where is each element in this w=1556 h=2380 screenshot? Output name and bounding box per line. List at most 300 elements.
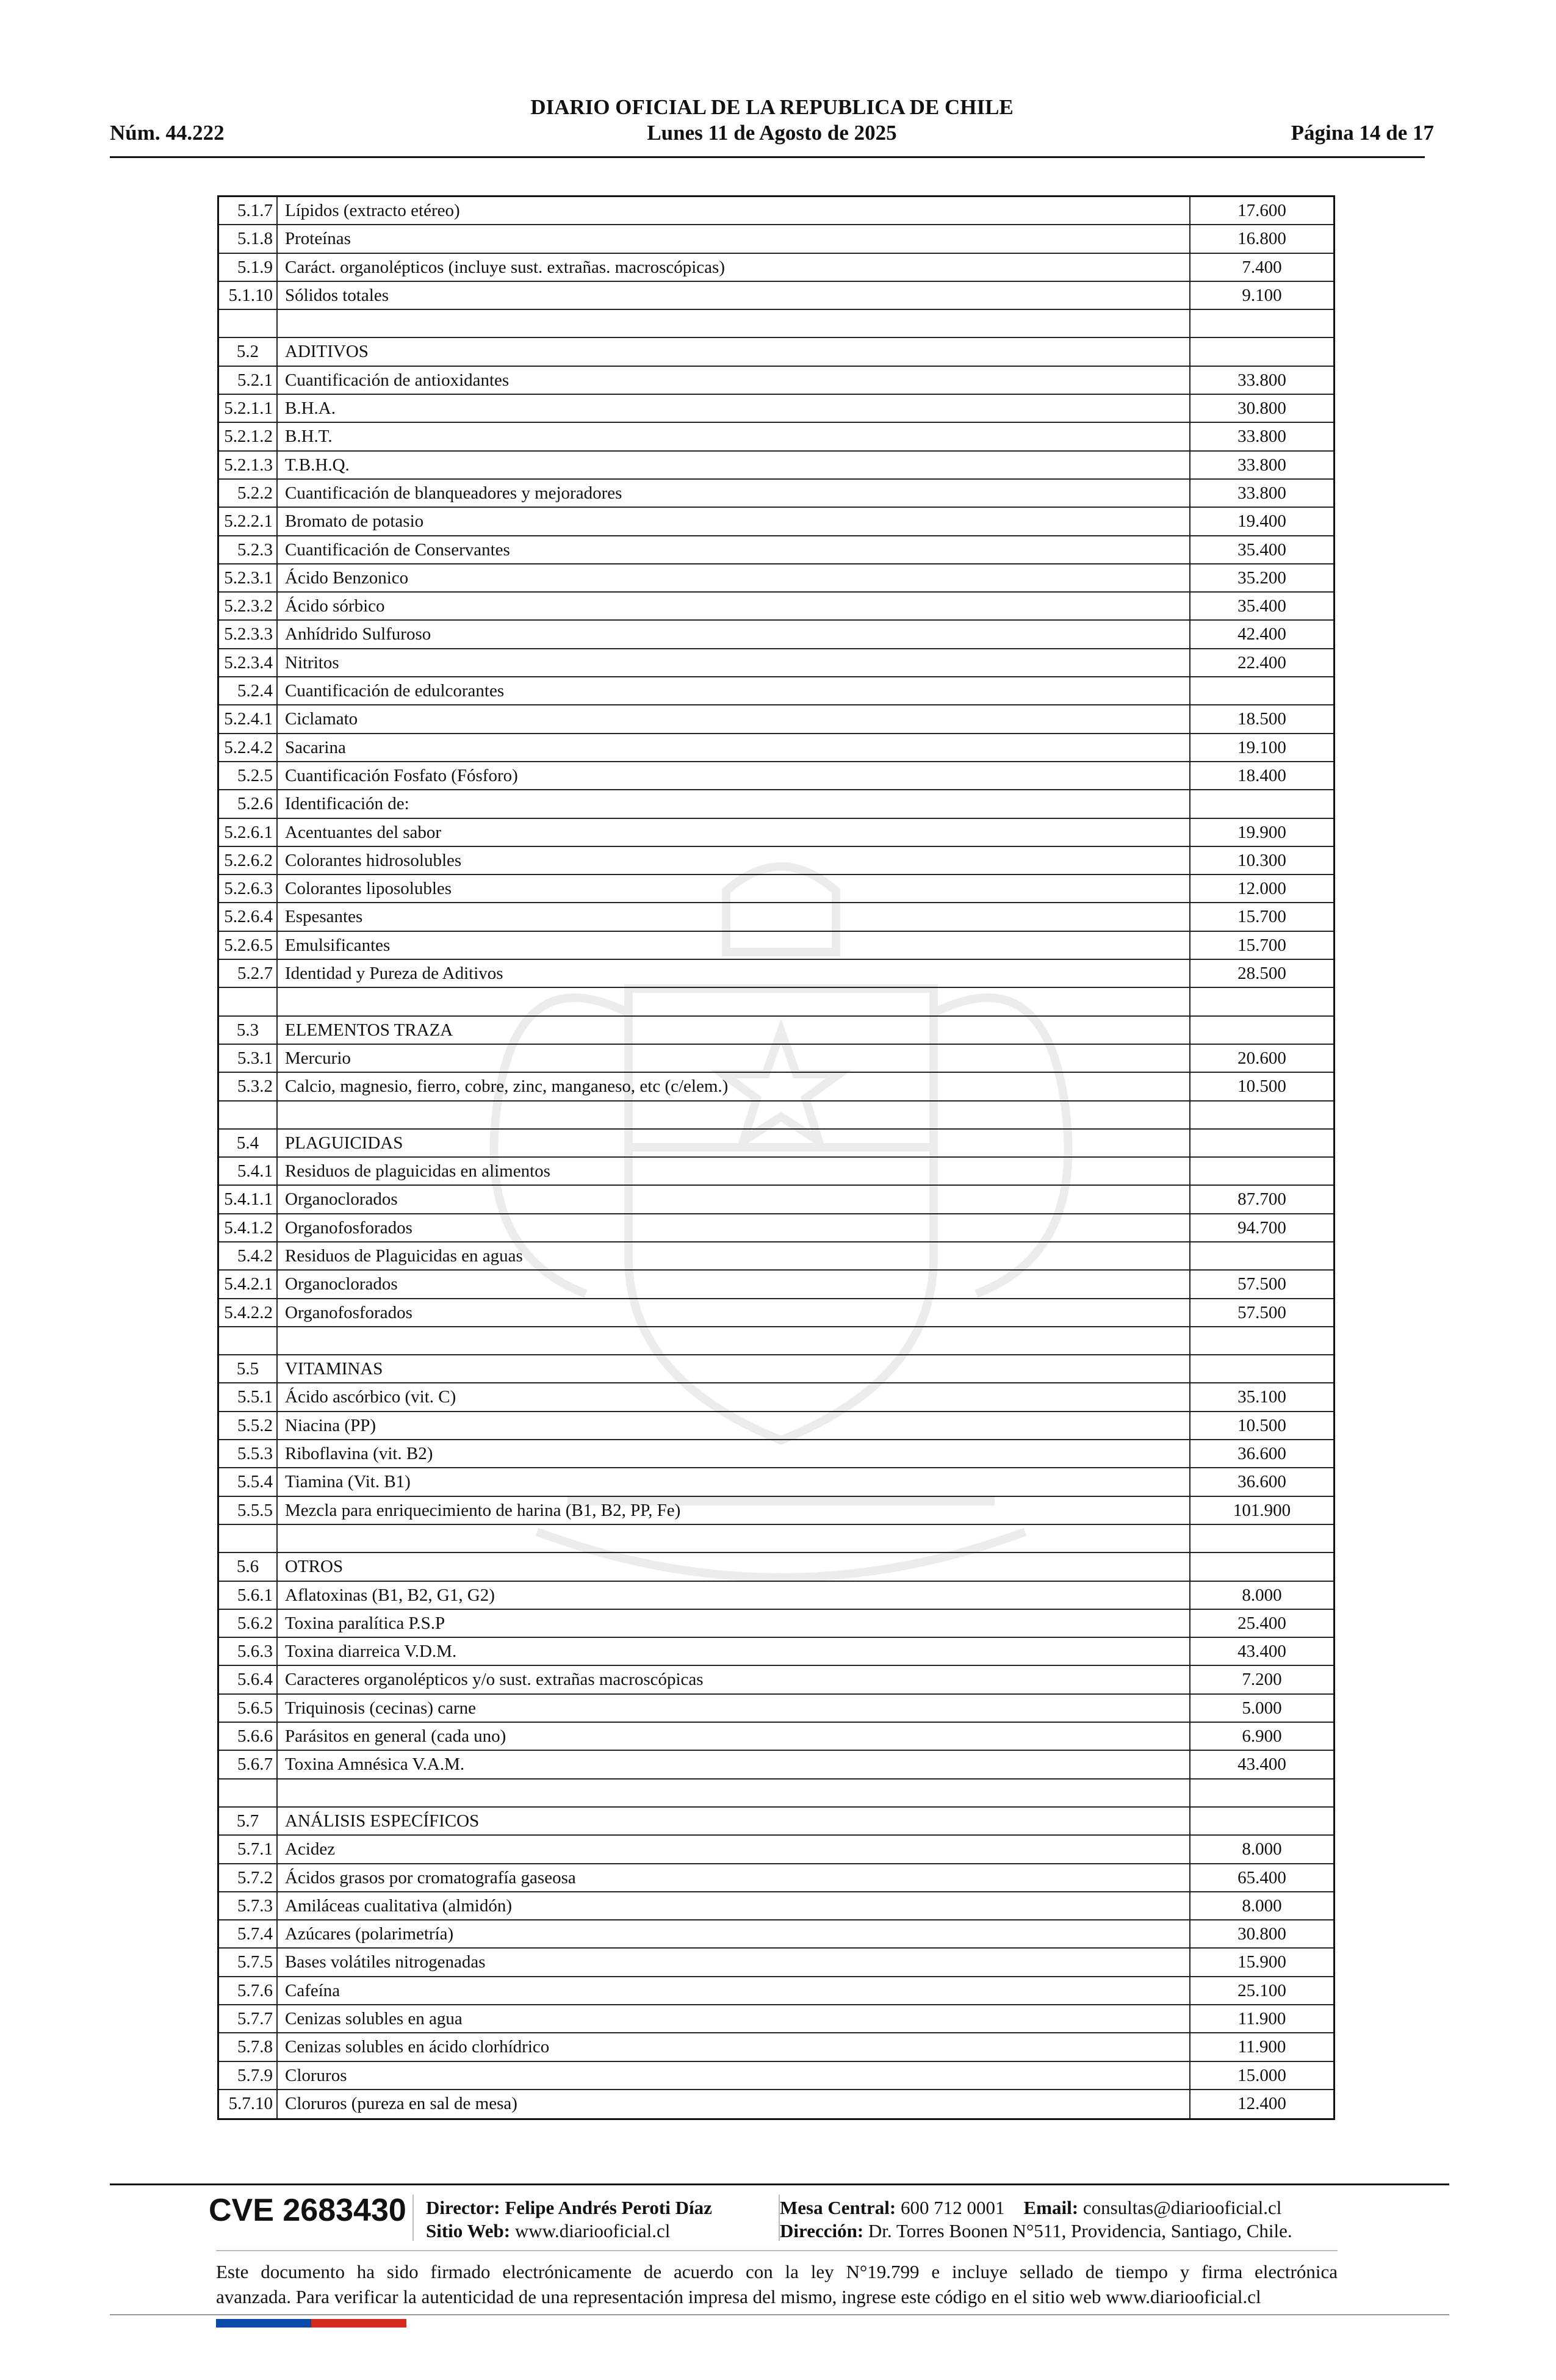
item-description: T.B.H.Q. xyxy=(278,452,1190,478)
item-description: Emulsificantes xyxy=(278,932,1190,959)
item-code: 5.7.5 xyxy=(219,1949,278,1975)
table-row xyxy=(219,593,1333,621)
item-description: Identificación de: xyxy=(278,790,1190,817)
item-description: VITAMINAS xyxy=(278,1355,1190,1382)
section-row xyxy=(219,1017,1333,1045)
item-value xyxy=(1190,1242,1333,1269)
flag-red-segment xyxy=(311,2319,406,2328)
item-description: Mercurio xyxy=(278,1045,1190,1072)
table-row xyxy=(219,282,1333,310)
spacer-row xyxy=(219,1525,1333,1553)
item-description xyxy=(278,1102,1190,1128)
item-code: 5.5.5 xyxy=(219,1497,278,1524)
item-value xyxy=(1190,1102,1333,1128)
item-description: Organofosforados xyxy=(278,1214,1190,1241)
item-code: 5.2.3.1 xyxy=(219,564,278,591)
item-code: 5.2.6 xyxy=(219,790,278,817)
item-description xyxy=(278,1525,1190,1552)
signature-note-line1: Este documento ha sido firmado electrónicamente de acuerdo con la ley N°19.799 e incluye sellado de tiempo y firma electrónica xyxy=(216,2261,1338,2282)
table-row xyxy=(219,705,1333,734)
item-value xyxy=(1190,1130,1333,1156)
table-row xyxy=(219,536,1333,564)
header-divider xyxy=(110,156,1425,158)
table-row xyxy=(219,1977,1333,2005)
item-code: 5.7 xyxy=(219,1808,278,1834)
item-description: Ácido ascórbico (vit. C) xyxy=(278,1383,1190,1410)
item-code: 5.4.1.2 xyxy=(219,1214,278,1241)
item-code: 5.5.4 xyxy=(219,1468,278,1495)
item-value xyxy=(1190,677,1333,704)
item-description: Acidez xyxy=(278,1836,1190,1863)
footer-divider xyxy=(110,2183,1449,2185)
item-value: 94.700 xyxy=(1237,1217,1286,1238)
table-row xyxy=(219,819,1333,847)
table-row xyxy=(219,508,1333,536)
item-description: Toxina paralítica P.S.P xyxy=(278,1610,1190,1637)
item-code: 5.7.10 xyxy=(219,2090,278,2118)
table-row xyxy=(219,423,1333,451)
item-value xyxy=(1190,790,1333,817)
item-value: 15.700 xyxy=(1237,935,1286,955)
table-row xyxy=(219,1186,1333,1214)
spacer-row xyxy=(219,1102,1333,1130)
item-value: 18.400 xyxy=(1237,765,1286,785)
item-code xyxy=(219,1102,278,1128)
item-description: Calcio, magnesio, fierro, cobre, zinc, manganeso, etc (c/elem.) xyxy=(278,1073,1190,1100)
item-code: 5.7.3 xyxy=(219,1892,278,1919)
item-code: 5.2.4 xyxy=(219,677,278,704)
item-description: Caráct. organolépticos (incluye sust. extrañas. macroscópicas) xyxy=(278,254,1190,281)
section-row xyxy=(219,1553,1333,1581)
mesa-label: Mesa Central: xyxy=(780,2197,896,2218)
item-code: 5.5.2 xyxy=(219,1412,278,1439)
table-row xyxy=(219,1299,1333,1327)
item-value: 30.800 xyxy=(1237,398,1286,419)
section-row xyxy=(219,1130,1333,1158)
item-value: 10.500 xyxy=(1237,1415,1286,1435)
item-value: 35.200 xyxy=(1237,568,1286,588)
item-value: 15.000 xyxy=(1237,2065,1286,2085)
table-row xyxy=(219,1242,1333,1271)
item-description: Ácidos grasos por cromatografía gaseosa xyxy=(278,1864,1190,1891)
email-link[interactable]: consultas@diariooficial.cl xyxy=(1082,2197,1282,2218)
address-line xyxy=(780,2220,1292,2242)
item-value: 30.800 xyxy=(1237,1924,1286,1944)
item-code: 5.2.7 xyxy=(219,960,278,987)
item-description xyxy=(278,988,1190,1015)
table-row xyxy=(219,1582,1333,1610)
table-row xyxy=(219,847,1333,875)
item-description: Sólidos totales xyxy=(278,282,1190,309)
signature-note-line2: avanzada. Para verificar la autenticidad de una representación impresa del mismo, ingrese este código en el sitio web www.diariooficial.cl xyxy=(216,2286,1261,2307)
item-code: 5.7.4 xyxy=(219,1920,278,1947)
footer-bottom-divider xyxy=(110,2314,1449,2315)
item-code: 5.5 xyxy=(219,1355,278,1382)
item-value: 36.600 xyxy=(1237,1444,1286,1464)
item-value: 43.400 xyxy=(1237,1642,1286,1662)
table-row xyxy=(219,1610,1333,1638)
item-description xyxy=(278,310,1190,337)
item-description: Colorantes liposolubles xyxy=(278,875,1190,902)
item-value: 12.400 xyxy=(1237,2093,1286,2113)
table-row xyxy=(219,649,1333,677)
address-label: Dirección: xyxy=(780,2220,864,2241)
table-row xyxy=(219,2005,1333,2033)
table-row xyxy=(219,1073,1333,1101)
item-description: ANÁLISIS ESPECÍFICOS xyxy=(278,1808,1190,1834)
item-code: 5.2.6.2 xyxy=(219,847,278,874)
website-link[interactable]: www.diariooficial.cl xyxy=(514,2220,671,2241)
table-row xyxy=(219,677,1333,705)
item-value: 20.600 xyxy=(1237,1048,1286,1068)
table-row xyxy=(219,903,1333,931)
item-description: Cenizas solubles en agua xyxy=(278,2005,1190,2032)
item-description: Acentuantes del sabor xyxy=(278,819,1190,846)
table-row xyxy=(219,1666,1333,1694)
item-value xyxy=(1190,1780,1333,1806)
item-code: 5.1.8 xyxy=(219,225,278,252)
table-row xyxy=(219,254,1333,282)
table-row xyxy=(219,1383,1333,1412)
item-value: 87.700 xyxy=(1237,1189,1286,1210)
item-value: 8.000 xyxy=(1242,1839,1282,1859)
item-value: 25.100 xyxy=(1237,1980,1286,2000)
item-code: 5.4.1.1 xyxy=(219,1186,278,1213)
item-value: 15.700 xyxy=(1237,907,1286,927)
item-description: Nitritos xyxy=(278,649,1190,676)
table-row xyxy=(219,1271,1333,1299)
item-value: 7.400 xyxy=(1242,257,1282,277)
item-code: 5.2.4.1 xyxy=(219,705,278,732)
item-code: 5.2.1 xyxy=(219,367,278,394)
spacer-row xyxy=(219,988,1333,1016)
item-code: 5.1.10 xyxy=(219,282,278,309)
item-code: 5.2.6.4 xyxy=(219,903,278,930)
item-value: 19.400 xyxy=(1237,511,1286,532)
item-description: B.H.T. xyxy=(278,423,1190,450)
item-value: 57.500 xyxy=(1237,1302,1286,1322)
table-row xyxy=(219,367,1333,395)
table-row xyxy=(219,1045,1333,1073)
director-label: Director: xyxy=(426,2197,500,2218)
table-row xyxy=(219,1892,1333,1920)
table-row xyxy=(219,2090,1333,2118)
item-code xyxy=(219,1327,278,1354)
item-description: Espesantes xyxy=(278,903,1190,930)
item-description: Ciclamato xyxy=(278,705,1190,732)
item-code: 5.1.9 xyxy=(219,254,278,281)
item-code: 5.3.1 xyxy=(219,1045,278,1072)
item-code: 5.5.1 xyxy=(219,1383,278,1410)
table-row xyxy=(219,1158,1333,1186)
table-row xyxy=(219,932,1333,960)
item-value: 33.800 xyxy=(1237,483,1286,503)
section-row xyxy=(219,1355,1333,1383)
item-code xyxy=(219,1525,278,1552)
item-code: 5.7.8 xyxy=(219,2033,278,2060)
table-row xyxy=(219,621,1333,649)
item-description: OTROS xyxy=(278,1553,1190,1580)
table-row xyxy=(219,1864,1333,1892)
item-value: 8.000 xyxy=(1242,1585,1282,1605)
item-value: 33.800 xyxy=(1237,427,1286,447)
item-description: Bromato de potasio xyxy=(278,508,1190,535)
item-description xyxy=(278,1327,1190,1354)
tariff-table xyxy=(217,195,1335,2120)
item-value xyxy=(1190,1553,1333,1580)
item-description: Triquinosis (cecinas) carne xyxy=(278,1695,1190,1722)
footer-inner-divider xyxy=(216,2250,1338,2251)
item-code: 5.7.7 xyxy=(219,2005,278,2032)
item-code: 5.7.1 xyxy=(219,1836,278,1863)
item-value: 7.200 xyxy=(1242,1670,1282,1690)
item-code: 5.7.2 xyxy=(219,1864,278,1891)
item-value: 33.800 xyxy=(1237,455,1286,475)
item-code: 5.2.3.2 xyxy=(219,593,278,619)
contact-line xyxy=(780,2197,1281,2219)
item-description: PLAGUICIDAS xyxy=(278,1130,1190,1156)
item-value xyxy=(1190,1525,1333,1552)
director-name: Felipe Andrés Peroti Díaz xyxy=(505,2197,712,2218)
item-code xyxy=(219,310,278,337)
item-value: 16.800 xyxy=(1237,229,1286,249)
item-description: Colorantes hidrosolubles xyxy=(278,847,1190,874)
item-value: 5.000 xyxy=(1242,1698,1282,1718)
item-description: Anhídrido Sulfuroso xyxy=(278,621,1190,647)
item-value: 57.500 xyxy=(1237,1274,1286,1294)
item-value xyxy=(1190,1017,1333,1044)
spacer-row xyxy=(219,1327,1333,1355)
item-value: 12.000 xyxy=(1237,879,1286,899)
item-description: Proteínas xyxy=(278,225,1190,252)
item-description: Cuantificación Fosfato (Fósforo) xyxy=(278,762,1190,789)
item-code: 5.2.2 xyxy=(219,480,278,507)
table-row xyxy=(219,564,1333,593)
item-value xyxy=(1190,1158,1333,1185)
item-code: 5.2.1.1 xyxy=(219,395,278,422)
item-value: 35.100 xyxy=(1237,1387,1286,1407)
item-description: B.H.A. xyxy=(278,395,1190,422)
item-value xyxy=(1190,338,1333,365)
item-code: 5.6.5 xyxy=(219,1695,278,1722)
table-row xyxy=(219,2033,1333,2061)
item-code: 5.6 xyxy=(219,1553,278,1580)
item-value xyxy=(1190,1355,1333,1382)
table-row xyxy=(219,762,1333,790)
item-description: Cloruros xyxy=(278,2062,1190,2089)
spacer-row xyxy=(219,1780,1333,1808)
item-code: 5.2.4.2 xyxy=(219,734,278,761)
table-row xyxy=(219,734,1333,762)
table-row xyxy=(219,1836,1333,1864)
table-row xyxy=(219,790,1333,818)
item-value xyxy=(1190,310,1333,337)
item-description: Organoclorados xyxy=(278,1186,1190,1213)
item-description: Cuantificación de edulcorantes xyxy=(278,677,1190,704)
table-row xyxy=(219,1723,1333,1751)
website-label: Sitio Web: xyxy=(426,2220,511,2241)
item-description: Cuantificación de blanqueadores y mejoradores xyxy=(278,480,1190,507)
item-value: 11.900 xyxy=(1237,2037,1286,2057)
item-code: 5.6.1 xyxy=(219,1582,278,1609)
gazette-title: DIARIO OFICIAL DE LA REPUBLICA DE CHILE xyxy=(530,95,1014,119)
item-description: Niacina (PP) xyxy=(278,1412,1190,1439)
item-value: 36.600 xyxy=(1237,1472,1286,1492)
footer-separator xyxy=(412,2194,414,2241)
table-row xyxy=(219,1412,1333,1440)
section-row xyxy=(219,1808,1333,1836)
item-description: Toxina diarreica V.D.M. xyxy=(278,1638,1190,1665)
item-value: 17.600 xyxy=(1237,201,1286,220)
cve-code: CVE 2683430 xyxy=(209,2193,406,2228)
item-description: Residuos de Plaguicidas en aguas xyxy=(278,1242,1190,1269)
item-code: 5.2.3.3 xyxy=(219,621,278,647)
table-row xyxy=(219,1468,1333,1496)
table-row xyxy=(219,875,1333,903)
table-row xyxy=(219,1497,1333,1525)
item-code: 5.2.6.5 xyxy=(219,932,278,959)
item-description: Residuos de plaguicidas en alimentos xyxy=(278,1158,1190,1185)
item-code: 5.3.2 xyxy=(219,1073,278,1100)
item-code: 5.2.3 xyxy=(219,536,278,563)
item-value: 35.400 xyxy=(1237,596,1286,616)
table-row xyxy=(219,1695,1333,1723)
item-description: Riboflavina (vit. B2) xyxy=(278,1440,1190,1467)
item-description: Azúcares (polarimetría) xyxy=(278,1920,1190,1947)
item-value: 101.900 xyxy=(1233,1500,1291,1520)
item-value: 25.400 xyxy=(1237,1613,1286,1633)
page-header xyxy=(110,90,1434,159)
table-row xyxy=(219,1440,1333,1468)
item-value: 42.400 xyxy=(1237,624,1286,644)
table-row xyxy=(219,2062,1333,2090)
item-code: 5.2.5 xyxy=(219,762,278,789)
issue-date: Lunes 11 de Agosto de 2025 xyxy=(647,121,897,145)
item-value xyxy=(1190,1327,1333,1354)
item-description: Sacarina xyxy=(278,734,1190,761)
item-value: 28.500 xyxy=(1237,964,1286,984)
issue-number: Núm. 44.222 xyxy=(110,121,225,145)
item-description: Cafeína xyxy=(278,1977,1190,2004)
item-code: 5.2.6.3 xyxy=(219,875,278,902)
item-description: Ácido Benzonico xyxy=(278,564,1190,591)
item-description: Lípidos (extracto etéreo) xyxy=(278,197,1190,224)
item-code: 5.2 xyxy=(219,338,278,365)
item-value: 35.400 xyxy=(1237,539,1286,560)
item-code: 5.1.7 xyxy=(219,197,278,224)
item-code: 5.4.2.2 xyxy=(219,1299,278,1326)
item-value: 43.400 xyxy=(1237,1754,1286,1775)
item-description: Amiláceas cualitativa (almidón) xyxy=(278,1892,1190,1919)
item-description: Tiamina (Vit. B1) xyxy=(278,1468,1190,1495)
item-description: Parásitos en general (cada uno) xyxy=(278,1723,1190,1750)
item-description: Mezcla para enriquecimiento de harina (B1, B2, PP, Fe) xyxy=(278,1497,1190,1524)
item-code: 5.6.7 xyxy=(219,1751,278,1778)
item-description: Cuantificación de Conservantes xyxy=(278,536,1190,563)
item-description: Cenizas solubles en ácido clorhídrico xyxy=(278,2033,1190,2060)
item-description: Caracteres organolépticos y/o sust. extrañas macroscópicas xyxy=(278,1666,1190,1693)
flag-blue-segment xyxy=(216,2319,311,2328)
item-description: Cuantificación de antioxidantes xyxy=(278,367,1190,394)
item-value: 19.100 xyxy=(1237,737,1286,757)
table-row xyxy=(219,480,1333,508)
item-description xyxy=(278,1780,1190,1806)
table-row xyxy=(219,452,1333,480)
table-row xyxy=(219,1638,1333,1666)
item-code: 5.2.1.3 xyxy=(219,452,278,478)
item-code: 5.7.9 xyxy=(219,2062,278,2089)
item-code: 5.2.1.2 xyxy=(219,423,278,450)
item-value: 65.400 xyxy=(1237,1867,1286,1888)
item-value: 15.900 xyxy=(1237,1952,1286,1972)
section-row xyxy=(219,338,1333,366)
item-value: 6.900 xyxy=(1242,1726,1282,1747)
item-description: ADITIVOS xyxy=(278,338,1190,365)
item-description: Aflatoxinas (B1, B2, G1, G2) xyxy=(278,1582,1190,1609)
mesa-phone: 600 712 0001 xyxy=(901,2197,1005,2218)
item-value: 18.500 xyxy=(1237,709,1286,729)
website-line xyxy=(426,2220,670,2242)
table-row xyxy=(219,1920,1333,1949)
item-value: 10.300 xyxy=(1237,850,1286,870)
item-description: Bases volátiles nitrogenadas xyxy=(278,1949,1190,1975)
item-description: Organoclorados xyxy=(278,1271,1190,1297)
email-label: Email: xyxy=(1023,2197,1079,2218)
item-code: 5.2.2.1 xyxy=(219,508,278,535)
item-code: 5.6.4 xyxy=(219,1666,278,1693)
item-value: 8.000 xyxy=(1242,1895,1282,1916)
item-code: 5.6.6 xyxy=(219,1723,278,1750)
page-number: Página 14 de 17 xyxy=(1291,121,1434,145)
item-value: 10.500 xyxy=(1237,1076,1286,1097)
item-code: 5.6.3 xyxy=(219,1638,278,1665)
table-row xyxy=(219,197,1333,225)
item-code: 5.4 xyxy=(219,1130,278,1156)
item-code: 5.4.1 xyxy=(219,1158,278,1185)
item-value: 11.900 xyxy=(1237,2009,1286,2028)
item-description: ELEMENTOS TRAZA xyxy=(278,1017,1190,1044)
item-code: 5.4.2.1 xyxy=(219,1271,278,1297)
item-code: 5.6.2 xyxy=(219,1610,278,1637)
item-code: 5.3 xyxy=(219,1017,278,1044)
item-description: Cloruros (pureza en sal de mesa) xyxy=(278,2090,1190,2118)
item-code: 5.2.3.4 xyxy=(219,649,278,676)
item-value xyxy=(1190,1808,1333,1834)
table-row xyxy=(219,395,1333,423)
director-line xyxy=(426,2197,712,2219)
item-value: 33.800 xyxy=(1237,370,1286,390)
flag-stripe xyxy=(216,2319,406,2328)
item-code xyxy=(219,988,278,1015)
item-code: 5.2.6.1 xyxy=(219,819,278,846)
item-value: 19.900 xyxy=(1237,822,1286,842)
item-description: Ácido sórbico xyxy=(278,593,1190,619)
item-value xyxy=(1190,988,1333,1015)
item-description: Identidad y Pureza de Aditivos xyxy=(278,960,1190,987)
item-value: 9.100 xyxy=(1242,285,1282,305)
table-row xyxy=(219,225,1333,253)
item-description: Organofosforados xyxy=(278,1299,1190,1326)
item-value: 22.400 xyxy=(1237,652,1286,673)
table-row xyxy=(219,1751,1333,1779)
table-row xyxy=(219,960,1333,988)
spacer-row xyxy=(219,310,1333,338)
table-row xyxy=(219,1214,1333,1242)
address-text: Dr. Torres Boonen N°511, Providencia, Santiago, Chile. xyxy=(868,2220,1292,2241)
item-code: 5.5.3 xyxy=(219,1440,278,1467)
table-row xyxy=(219,1949,1333,1977)
item-code: 5.7.6 xyxy=(219,1977,278,2004)
